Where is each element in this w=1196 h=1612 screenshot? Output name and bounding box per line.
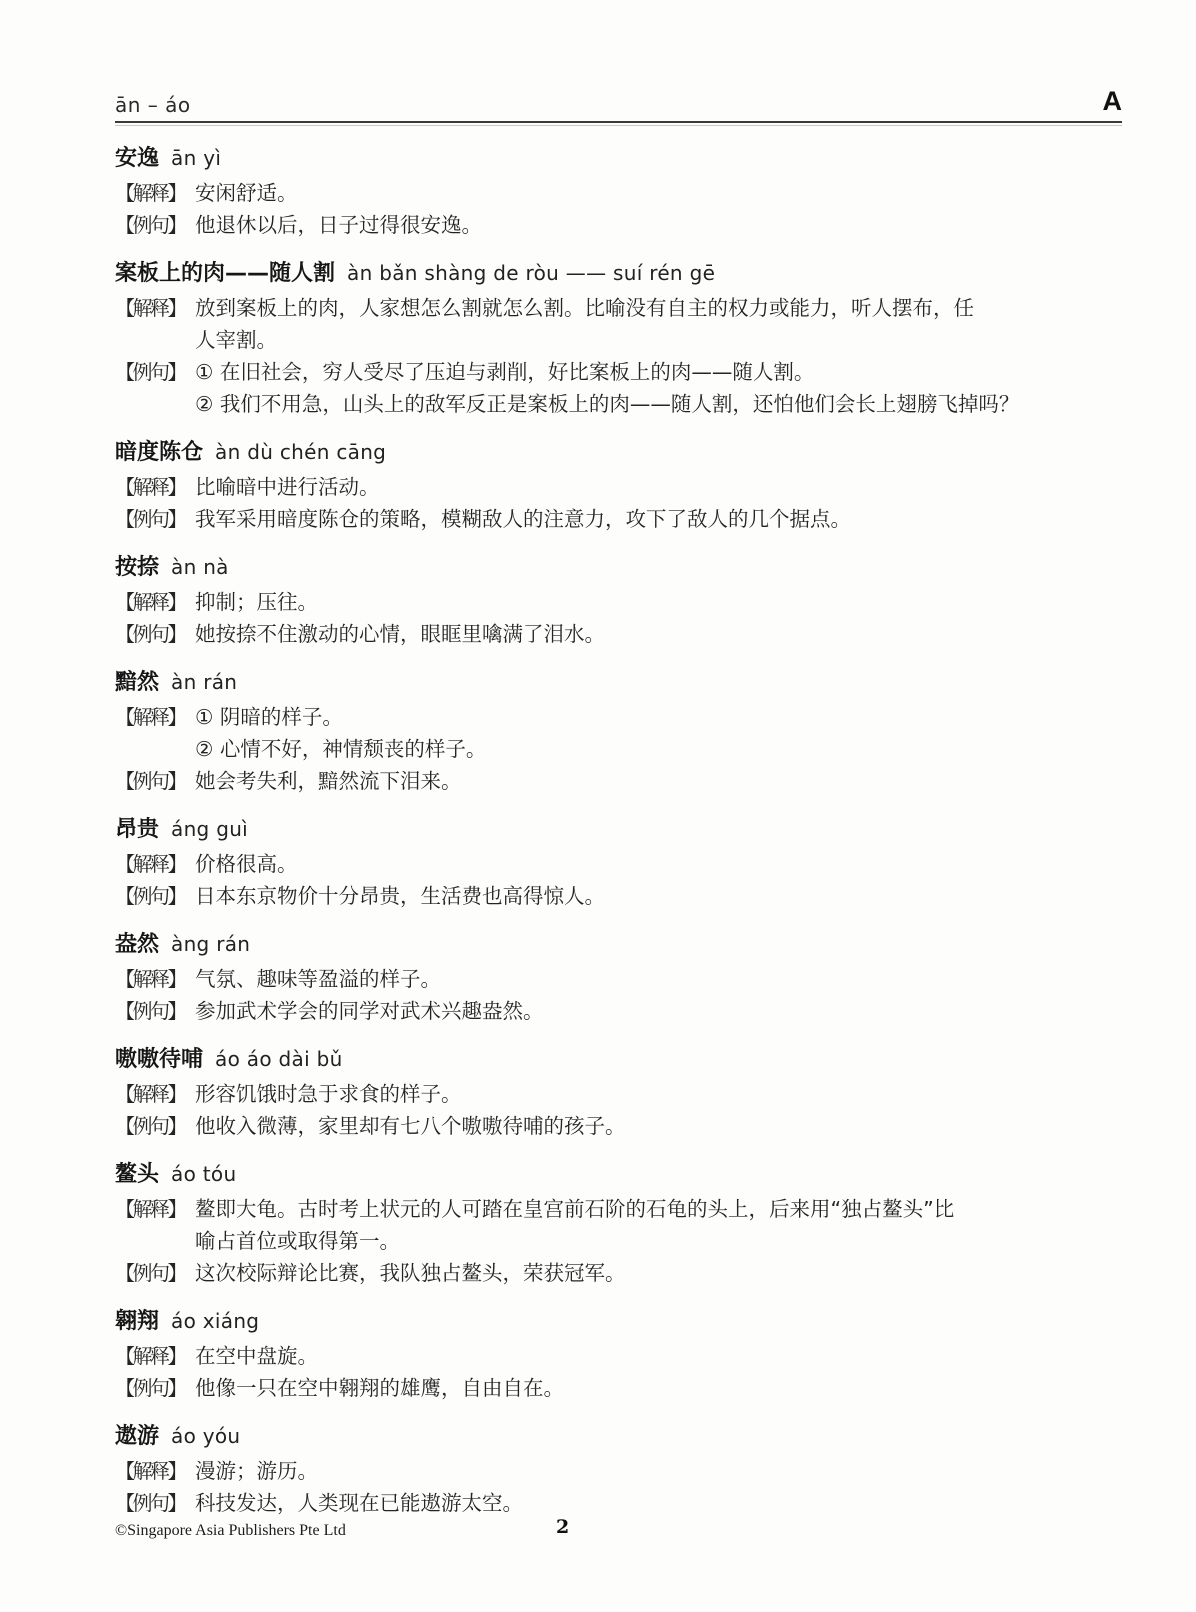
definition-label: 【解释】: [115, 1344, 185, 1368]
definition-text: [195, 1078, 1122, 1110]
definition-label: 【解释】: [115, 296, 185, 320]
example-row: [115, 995, 1122, 1027]
example-text: [195, 1487, 1122, 1519]
entry: [115, 256, 1122, 420]
definition-row: [115, 471, 1122, 503]
definition-row: [115, 701, 1122, 765]
definition-label: 【解释】: [115, 1197, 185, 1221]
headword-line: [115, 1157, 1122, 1193]
headword-line: [115, 1419, 1122, 1455]
definition-text: [195, 177, 1122, 209]
header-section-letter: A: [1102, 86, 1122, 116]
headword-pinyin: àn bǎn shàng de ròu —— suí rén gē: [347, 261, 716, 285]
headword-line: [115, 665, 1122, 701]
headword-pinyin: áng guì: [171, 817, 249, 841]
definition-text: [195, 701, 1122, 765]
definition-line: ② 心情不好，神情颓丧的样子。: [195, 737, 487, 761]
example-row: [115, 880, 1122, 912]
example-row: [115, 1257, 1122, 1289]
definition-line: 形容饥饿时急于求食的样子。: [195, 1082, 462, 1106]
definition-row: [115, 848, 1122, 880]
headword-line: [115, 550, 1122, 586]
example-label: 【例句】: [115, 213, 185, 237]
definition-label: 【解释】: [115, 590, 185, 614]
definition-line: 鳌即大龟。古时考上状元的人可踏在皇宫前石阶的石龟的头上，后来用“独占鳌头”比: [195, 1197, 955, 1221]
headword-pinyin: áo yóu: [171, 1424, 241, 1448]
headword-pinyin: àn rán: [171, 670, 238, 694]
header-pinyin-range: ān – áo: [115, 93, 191, 117]
definition-line: 放到案板上的肉，人家想怎么割就怎么割。比喻没有自主的权力或能力，听人摆布，任: [195, 296, 974, 320]
headword-pinyin: àng rán: [171, 932, 251, 956]
definition-line: 喻占首位或取得第一。: [195, 1229, 400, 1253]
headword-pinyin: áo xiáng: [171, 1309, 260, 1333]
definition-line: 安闲舒适。: [195, 181, 298, 205]
example-label: 【例句】: [115, 884, 185, 908]
headword-pinyin: ān yì: [171, 146, 222, 170]
example-text: [195, 356, 1122, 420]
example-label: 【例句】: [115, 507, 185, 531]
entry: [115, 550, 1122, 650]
definition-label: 【解释】: [115, 967, 185, 991]
headword: 鳌头: [115, 1162, 160, 1187]
header-rule: [115, 121, 1122, 123]
headword: 按捺: [115, 555, 160, 580]
definition-row: [115, 586, 1122, 618]
definition-line: 比喻暗中进行活动。: [195, 475, 380, 499]
example-text: [195, 880, 1122, 912]
headword-line: [115, 256, 1122, 292]
definition-text: [195, 471, 1122, 503]
definition-row: [115, 1078, 1122, 1110]
example-row: [115, 356, 1122, 420]
example-row: [115, 765, 1122, 797]
headword: 盎然: [115, 932, 160, 957]
definition-line: 气氛、趣味等盈溢的样子。: [195, 967, 441, 991]
definition-label: 【解释】: [115, 1459, 185, 1483]
definition-line: 价格很高。: [195, 852, 298, 876]
example-line: ① 在旧社会，穷人受尽了压迫与剥削，好比案板上的肉——随人割。: [195, 360, 815, 384]
example-line: 他像一只在空中翱翔的雄鹰，自由自在。: [195, 1376, 564, 1400]
definition-row: [115, 1193, 1122, 1257]
publisher-copyright: ©Singapore Asia Publishers Pte Ltd: [115, 1522, 346, 1539]
headword: 案板上的肉——随人割: [115, 261, 336, 286]
headword: 安逸: [115, 146, 160, 171]
example-text: [195, 995, 1122, 1027]
example-row: [115, 503, 1122, 535]
definition-label: 【解释】: [115, 181, 185, 205]
example-label: 【例句】: [115, 999, 185, 1023]
definition-text: [195, 848, 1122, 880]
definition-row: [115, 963, 1122, 995]
headword: 遨游: [115, 1424, 160, 1449]
example-line: 参加武术学会的同学对武术兴趣盎然。: [195, 999, 544, 1023]
definition-label: 【解释】: [115, 705, 185, 729]
headword-pinyin: áo tóu: [171, 1162, 237, 1186]
example-label: 【例句】: [115, 1261, 185, 1285]
example-text: [195, 1257, 1122, 1289]
headword-pinyin: àn dù chén cāng: [215, 440, 387, 464]
example-text: [195, 209, 1122, 241]
definition-line: 漫游；游历。: [195, 1459, 318, 1483]
header-rule-thin: [115, 125, 1122, 126]
example-label: 【例句】: [115, 1376, 185, 1400]
definition-row: [115, 1340, 1122, 1372]
definition-row: [115, 1455, 1122, 1487]
headword-pinyin: àn nà: [171, 555, 229, 579]
example-label: 【例句】: [115, 1491, 185, 1515]
example-line: ② 我们不用急，山头上的敌军反正是案板上的肉——随人割，还怕他们会长上翅膀飞掉吗？: [195, 392, 1020, 416]
headword-line: [115, 141, 1122, 177]
headword: 暗度陈仓: [115, 440, 204, 465]
example-row: [115, 618, 1122, 650]
headword: 昂贵: [115, 817, 160, 842]
headword: 翱翔: [115, 1309, 160, 1334]
example-text: [195, 1372, 1122, 1404]
headword-line: [115, 1042, 1122, 1078]
entry: [115, 927, 1122, 1027]
example-row: [115, 1110, 1122, 1142]
example-label: 【例句】: [115, 622, 185, 646]
headword: 嗷嗷待哺: [115, 1047, 204, 1072]
example-row: [115, 209, 1122, 241]
entry: [115, 665, 1122, 797]
page-header: [115, 86, 1122, 117]
definition-row: [115, 292, 1122, 356]
entry: [115, 435, 1122, 535]
headword-line: [115, 927, 1122, 963]
headword-line: [115, 1304, 1122, 1340]
definition-text: [195, 292, 1122, 356]
example-line: 他退休以后，日子过得很安逸。: [195, 213, 482, 237]
definition-row: [115, 177, 1122, 209]
example-row: [115, 1487, 1122, 1519]
example-text: [195, 765, 1122, 797]
example-line: 她会考失利，黯然流下泪来。: [195, 769, 462, 793]
definition-text: [195, 1340, 1122, 1372]
entry: [115, 141, 1122, 241]
example-line: 科技发达，人类现在已能遨游太空。: [195, 1491, 523, 1515]
example-line: 日本东京物价十分昂贵，生活费也高得惊人。: [195, 884, 605, 908]
example-line: 他收入微薄，家里却有七八个嗷嗷待哺的孩子。: [195, 1114, 626, 1138]
definition-line: ① 阴暗的样子。: [195, 705, 343, 729]
entry: [115, 1419, 1122, 1519]
headword-pinyin: áo áo dài bǔ: [215, 1047, 343, 1071]
example-row: [115, 1372, 1122, 1404]
entry: [115, 1304, 1122, 1404]
example-line: 我军采用暗度陈仓的策略，模糊敌人的注意力，攻下了敌人的几个据点。: [195, 507, 851, 531]
entry: [115, 1157, 1122, 1289]
page-number: 2: [556, 1516, 570, 1538]
example-text: [195, 618, 1122, 650]
example-label: 【例句】: [115, 360, 185, 384]
example-line: 这次校际辩论比赛，我队独占鳌头，荣获冠军。: [195, 1261, 626, 1285]
headword: 黯然: [115, 670, 160, 695]
definition-line: 在空中盘旋。: [195, 1344, 318, 1368]
entry: [115, 812, 1122, 912]
definition-label: 【解释】: [115, 475, 185, 499]
example-text: [195, 503, 1122, 535]
definition-text: [195, 963, 1122, 995]
definition-line: 人宰割。: [195, 328, 277, 352]
headword-line: [115, 812, 1122, 848]
entry: [115, 1042, 1122, 1142]
entry-list: [115, 141, 1122, 1519]
definition-label: 【解释】: [115, 1082, 185, 1106]
definition-text: [195, 1193, 1122, 1257]
definition-label: 【解释】: [115, 852, 185, 876]
example-label: 【例句】: [115, 769, 185, 793]
definition-line: 抑制；压往。: [195, 590, 318, 614]
example-text: [195, 1110, 1122, 1142]
headword-line: [115, 435, 1122, 471]
definition-text: [195, 1455, 1122, 1487]
definition-text: [195, 586, 1122, 618]
example-line: 她按捺不住激动的心情，眼眶里噙满了泪水。: [195, 622, 605, 646]
example-label: 【例句】: [115, 1114, 185, 1138]
